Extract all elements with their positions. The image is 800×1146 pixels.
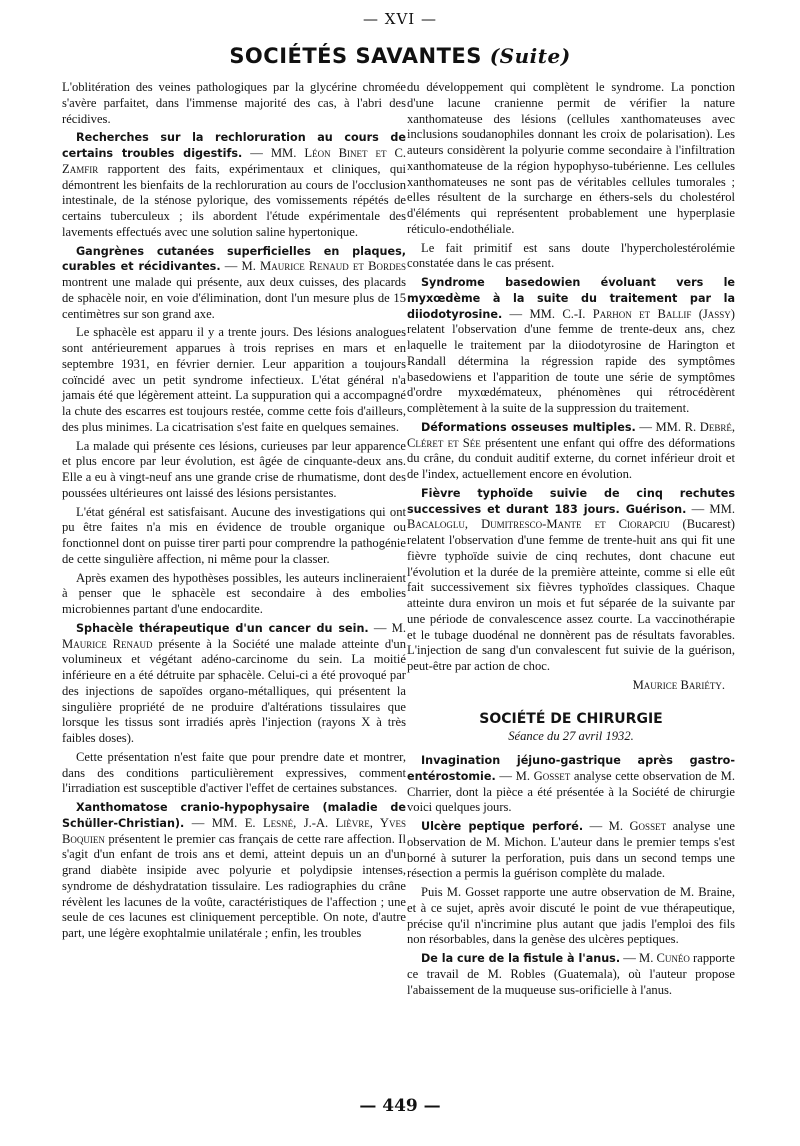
page-title: SOCIÉTÉS SAVANTES — [229, 44, 482, 68]
article-text: montrent une malade qui présente, aux deux cuisses, des placards de sphacèle noir, en voie d'élimination, dont l'un mesure plus de 15 centimètres sur son grand axe. — [62, 275, 406, 321]
article-entry — [62, 800, 406, 942]
article-text: rapportent des faits, expérimentaux et cliniques, qui démontrent les bienfaits de la rechloruration au cours de l'occlusion intestinale, de la sténose pylorique, des vomissements répétés de certains tuberculeux ; ils abordent l'étude expérimentale des lavements effectués avec une solution saline hypertonique. — [62, 161, 406, 239]
paragraph: La malade qui présente ces lésions, curieuses par leur apparence et plus encore par leur évolution, est âgée de cinquante-deux ans. Elle a eu à vingt-neuf ans une grande crise de rhumatisme, dont des poussées ultérieures ont laissé des lésions persistantes. — [62, 438, 406, 500]
article-entry — [407, 275, 735, 417]
article-authors: — MM. Bacaloglu, Dumitresco-Mante et Ciorapciu — [407, 501, 735, 532]
article-entry — [407, 951, 735, 998]
page-header — [0, 44, 800, 68]
article-entry — [407, 420, 735, 483]
article-authors: — MM. R. Debré, Cléret et Sée — [407, 419, 735, 450]
page-title-suite: (Suite) — [489, 44, 571, 68]
article-title: Ulcère peptique perforé. — [421, 820, 584, 833]
article-title: De la cure de la fistule à l'anus. — [421, 952, 621, 965]
article-title: Recherches sur la rechloruration au cours de certains troubles digestifs. — [62, 131, 406, 160]
article-authors: — MM. Léon Binet et C. Zamfir — [62, 146, 406, 176]
article-title: Déformations osseuses multiples. — [421, 420, 636, 434]
paragraph: Puis M. Gosset rapporte une autre observation de M. Braine, et à ce sujet, après avoir discuté le point de vue thérapeutique, précise qu'il n'incrimine plus autant que jadis l'emploi des fils non résorbables, dans la genèse des ulcères peptiques. — [407, 885, 735, 947]
paragraph: du développement qui complètent le syndrome. La ponction d'une lacune cranienne permit de vérifier la nature xanthomateuse des lésions (cellules xanthomateuses avec inclusions soudanophiles donnant les croix de polarisation). Les auteurs considèrent la polyurie comme secondaire à l'infiltration xanthomateuse de la région hypophyso-tubérienne. Les cellules xanthomateuses ne sont pas de véritables cellules tumorales ; elles résultent de la surcharge en éthers-sels du cholestérol d'éléments qui représentent probablement une hyperplasie réticulo-endothéliale. — [407, 80, 735, 236]
article-authors: — MM. C.-I. Parhon et Ballif (Jassy) — [509, 306, 735, 321]
article-title: Fièvre typhoïde suivie de cinq rechutes successives et durant 183 jours. Guérison. — [407, 486, 735, 516]
article-text: présente à la Société une malade atteinte d'un volumineux et végétant adéno-carcinome du sein. La moitié inférieure en a été détruite par sphacèle. Celui-ci a été provoqué par des injections de sapoïdes organo-métalliques, qui présentent la singulière propriété de ne produire d'altérations tissulaires que lorsque les tissus sont irradiés après l'injection (rayons X à très faibles doses). — [62, 636, 406, 745]
article-authors: — M. Gosset — [589, 819, 667, 833]
paragraph: Après examen des hypothèses possibles, les auteurs inclineraient à penser que le sphacèle est secondaire à des embolies microbiennes partant d'une endocardite. — [62, 570, 406, 616]
paragraph: L'oblitération des veines pathologiques par la glycérine chromée s'avère parfaitet, dans l'immense majorité des cas, à l'abri des récidives. — [62, 80, 406, 126]
article-text: relatent l'observation d'une femme de trente-deux ans, chez laquelle le traitement par la diiodotyrosine de Harington et Randall détermina la régression rapide des symptômes basedowiens et l'apparition de toute une série de symptômes d'ordre myxœdémateux, phénomènes qui rétrocédèrent complètement à la suite de la suppression du traitement. — [407, 322, 735, 415]
article-entry — [407, 753, 735, 816]
article-entry — [62, 130, 406, 240]
page-number: — 449 — — [359, 1096, 441, 1116]
right-column — [407, 80, 735, 1001]
article-entry — [62, 621, 406, 747]
article-authors: — M. Cunéo — [623, 951, 690, 965]
article-text: présentent le premier cas français de cette rare affection. Il s'agit d'un enfant de trois ans et demi, atteint depuis un an d'un grand diabète insipide avec polyurie et polydipsie intenses, syndrome de déshydratation tissulaire. Les radiographies du crâne révèlent les lacunes de la voûte, caractéristiques de l'affection ; une seule de ces lacunes est cliniquement perceptible. On note, d'autre part, une légère exophtalmie unilatérale ; enfin, les troubles — [62, 831, 406, 940]
article-entry — [407, 486, 735, 675]
article-entry — [62, 244, 406, 323]
article-title: Gangrènes cutanées superficielles en plaques, curables et récidivantes. — [62, 244, 406, 274]
article-authors: — M. Gosset — [499, 768, 571, 783]
article-title: Syndrome basedowien évoluant vers le myxœdème à la suite du traitement par la diiodotyrosine. — [407, 276, 735, 321]
article-authors: — M. Maurice Renaud et Bordes — [224, 259, 406, 274]
article-text: analyse une observation de M. Michon. L'auteur dans le premier temps s'est borné à suturer la perforation, puis dans un second temps une résection a permis la guérison complète du malade. — [407, 819, 735, 881]
paragraph: Le sphacèle est apparu il y a trente jours. Des lésions analogues sont antérieurement apparues à trois reprises en mars et en septembre 1931, en février dernier. Leur apparition a toujours coïncidé avec un petit syndrome infectieux. L'état général n'a jamais été que légèrement atteint. La suppuration qui a accompagné la chute des escarres est toujours restée, comme cette fois d'ailleurs, des plus minimes. La cicatrisation s'est faite en quelques semaines. — [62, 325, 406, 434]
article-text: (Bucarest) relatent l'observation d'une femme de trente-huit ans qui fit une fièvre typhoïde suivie de cinq rechutes, dont chacune eut l'évolution et la durée de la première atteinte, comme si elle eût fait successivement six fièvres typhoïdes classiques. Chaque atteinte dura environ un mois et fut séparée de la suivante par une période de convalescence assez courte. La vaccinothérapie et le tubage duodénal ne donnèrent pas de résultats favorables. L'injection de sang d'un convalescent fut suivie de la guérison, peut-être par action de choc. — [407, 517, 735, 673]
paragraph: Le fait primitif est sans doute l'hypercholestérolémie constatée dans le cas présent. — [407, 240, 735, 271]
article-text: rapporte ce travail de M. Robles (Guatemala), où l'auteur propose l'abaissement de la muqueuse sus-orificielle à l'anus. — [407, 951, 736, 997]
article-text: présentent une enfant qui offre des déformations du crâne, du conduit auditif externe, du cornet inférieur droit et de l'index, actuellement encore en évolution. — [407, 435, 735, 481]
roman-folio: — XVI — — [363, 10, 437, 28]
paragraph: L'état général est satisfaisant. Aucune des investigations qui ont pu être faites n'a mis en évidence de trouble organique ou fonctionnel dont on puisse tirer parti pour comprendre la pathogénie de cette singulière affection, ni même pour la classer. — [62, 504, 406, 566]
article-authors: — MM. E. Lesné, J.-A. Lièvre, Yves Boquien — [62, 815, 406, 846]
author-signature: Maurice Bariéty. — [632, 677, 725, 692]
article-text: analyse cette observation de M. Charrier, dont la pièce a été présentée à la Société de chirurgie voici quelques jours. — [407, 768, 735, 815]
article-entry — [407, 819, 735, 882]
article-title: Invagination jéjuno-gastrique après gastro-entérostomie. — [407, 754, 735, 783]
section-date: Séance du 27 avril 1932. — [508, 729, 634, 744]
article-title: Sphacèle thérapeutique d'un cancer du sein. — [76, 621, 369, 635]
article-authors: — M. Maurice Renaud — [62, 620, 406, 651]
paragraph: Cette présentation n'est faite que pour prendre date et montrer, dans des conditions particulièrement expressives, comment l'irradiation est susceptible d'activer l'effet de certaines substances. — [62, 749, 406, 796]
section-title: SOCIÉTÉ DE CHIRURGIE — [479, 710, 663, 727]
article-title: Xanthomatose cranio-hypophysaire (maladie de Schüller-Christian). — [62, 801, 406, 830]
left-column — [62, 80, 406, 945]
